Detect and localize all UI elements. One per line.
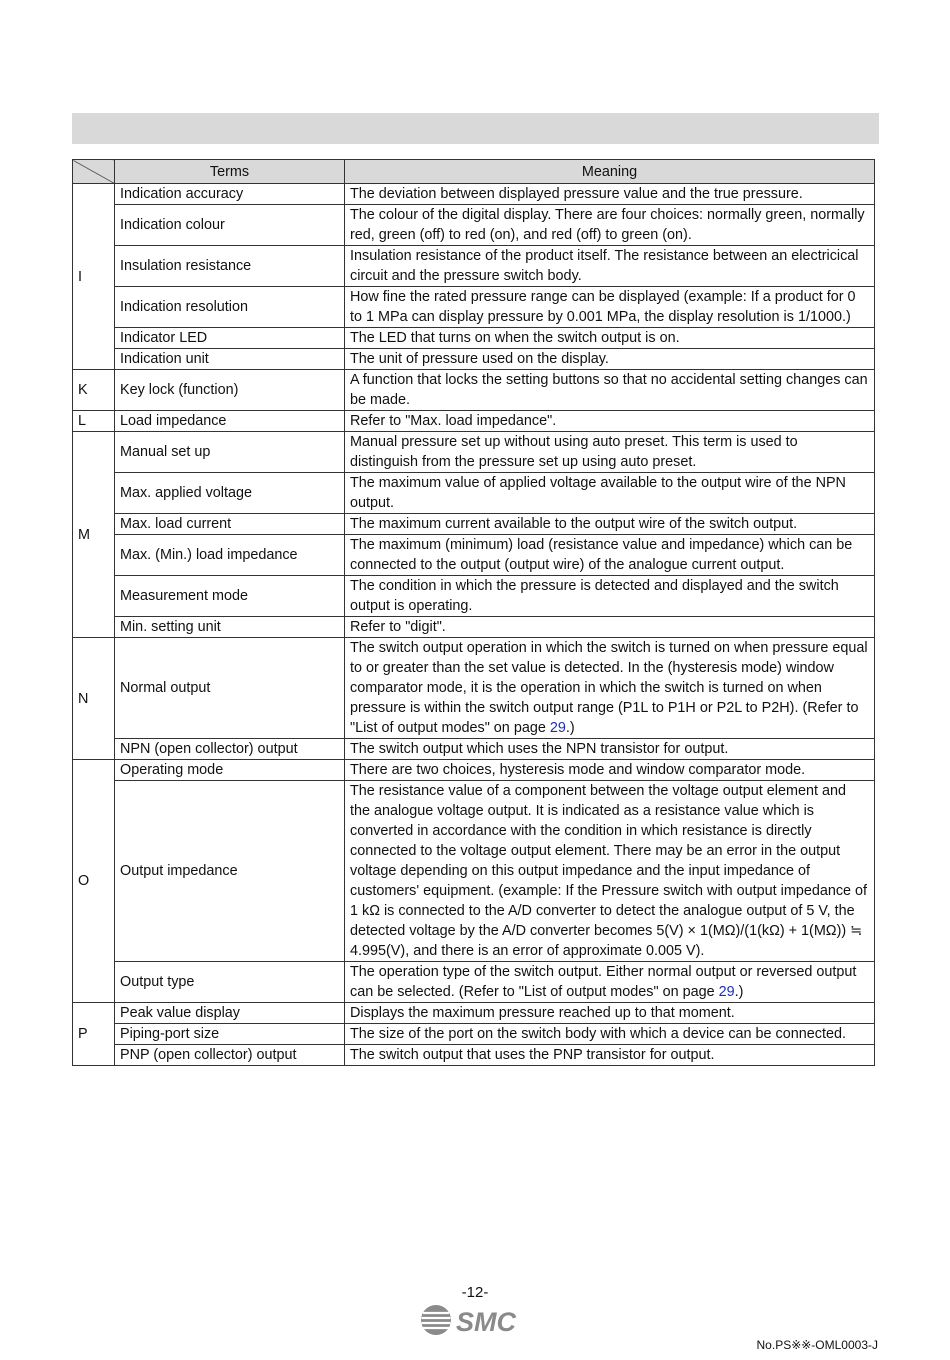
- term-cell: Peak value display: [115, 1003, 345, 1024]
- meaning-cell: Insulation resistance of the product itself. The resistance between an electricical circuit and the pressure switch body.: [345, 246, 875, 287]
- glossary-table: [72, 159, 875, 1066]
- meaning-cell: Displays the maximum pressure reached up to that moment.: [345, 1003, 875, 1024]
- meaning-cell: The switch output which uses the NPN transistor for output.: [345, 739, 875, 760]
- meaning-cell: [345, 962, 875, 1003]
- meaning-text-end: .): [734, 984, 744, 1000]
- meaning-cell: The maximum value of applied voltage available to the output wire of the NPN output.: [345, 473, 875, 514]
- meaning-cell: The condition in which the pressure is detected and displayed and the switch output is operating.: [345, 576, 875, 617]
- table-row: [73, 1024, 875, 1045]
- glossary-body: [73, 184, 875, 1066]
- page-number: -12-: [461, 1284, 489, 1301]
- meaning-cell: Refer to "digit".: [345, 617, 875, 638]
- table-row: [73, 535, 875, 576]
- meaning-cell: Refer to "Max. load impedance".: [345, 411, 875, 432]
- meaning-cell: There are two choices, hysteresis mode and window comparator mode.: [345, 760, 875, 781]
- table-row: [73, 576, 875, 617]
- table-row: [73, 617, 875, 638]
- section-banner: [72, 113, 879, 144]
- term-cell: NPN (open collector) output: [115, 739, 345, 760]
- table-row: [73, 473, 875, 514]
- section-letter: P: [73, 1003, 115, 1066]
- meaning-cell: [345, 638, 875, 739]
- term-cell: Max. applied voltage: [115, 473, 345, 514]
- term-cell: Output impedance: [115, 781, 345, 962]
- meaning-cell: How fine the rated pressure range can be displayed (example: If a product for 0 to 1 MPa can display pressure by 0.001 MPa, the display resolution is 1/1000.): [345, 287, 875, 328]
- table-row: [73, 760, 875, 781]
- term-cell: Insulation resistance: [115, 246, 345, 287]
- meaning-cell: The resistance value of a component between the voltage output element and the analogue voltage output. It is indicated as a resistance value which is converted in accordance with the condition in which resistance is directly connected to the voltage output element. There may be an error in the output voltage depending on this output impedance and the input impedance of customers' equipment. (example: If the Pressure switch with output impedance of 1 kΩ is connected to the A/D converter to detect the analogue output of 5 V, the detected voltage by the A/D converter becomes 5(V) × 1(MΩ)/(1(kΩ) + 1(MΩ)) ≒ 4.995(V), and there is an error of approximate 0.005 V).: [345, 781, 875, 962]
- term-cell: Max. (Min.) load impedance: [115, 535, 345, 576]
- table-row: [73, 246, 875, 287]
- section-letter: M: [73, 432, 115, 638]
- meaning-cell: Manual pressure set up without using auto preset. This term is used to distinguish from the pressure set up using auto preset.: [345, 432, 875, 473]
- table-row: [73, 349, 875, 370]
- table-row: [73, 739, 875, 760]
- meaning-text: The operation type of the switch output. Either normal output or reversed output can be selected. (Refer to "List of output modes" on page: [350, 964, 857, 1000]
- meaning-cell: A function that locks the setting buttons so that no accidental setting changes can be made.: [345, 370, 875, 411]
- term-cell: Normal output: [115, 638, 345, 739]
- meaning-cell: The switch output that uses the PNP transistor for output.: [345, 1045, 875, 1066]
- term-cell: Indication accuracy: [115, 184, 345, 205]
- meaning-cell: The LED that turns on when the switch output is on.: [345, 328, 875, 349]
- table-row: [73, 514, 875, 535]
- table-row: [73, 962, 875, 1003]
- term-cell: Indication unit: [115, 349, 345, 370]
- table-row: [73, 184, 875, 205]
- table-header-row: [73, 160, 875, 184]
- meaning-cell: The unit of pressure used on the display.: [345, 349, 875, 370]
- header-corner-cell: [73, 160, 115, 184]
- meaning-cell: The colour of the digital display. There are four choices: normally green, normally red, green (off) to red (on), and red (off) to green (on).: [345, 205, 875, 246]
- table-row: [73, 328, 875, 349]
- term-cell: Min. setting unit: [115, 617, 345, 638]
- table-row: [73, 432, 875, 473]
- term-cell: Piping-port size: [115, 1024, 345, 1045]
- smc-logo: [418, 1302, 530, 1338]
- section-letter: I: [73, 184, 115, 370]
- page-link[interactable]: 29: [549, 720, 566, 736]
- term-cell: Indication resolution: [115, 287, 345, 328]
- section-letter: L: [73, 411, 115, 432]
- table-row: [73, 1003, 875, 1024]
- document-number: No.PS※※-OML0003-J: [756, 1338, 878, 1352]
- section-letter: O: [73, 760, 115, 1003]
- section-letter: K: [73, 370, 115, 411]
- term-cell: Measurement mode: [115, 576, 345, 617]
- header-meaning: Meaning: [345, 160, 875, 184]
- term-cell: Operating mode: [115, 760, 345, 781]
- meaning-cell: The deviation between displayed pressure value and the true pressure.: [345, 184, 875, 205]
- term-cell: Output type: [115, 962, 345, 1003]
- meaning-cell: The maximum current available to the output wire of the switch output.: [345, 514, 875, 535]
- meaning-cell: The maximum (minimum) load (resistance value and impedance) which can be connected to the output (output wire) of the analogue current output.: [345, 535, 875, 576]
- section-letter: N: [73, 638, 115, 760]
- header-terms: Terms: [115, 160, 345, 184]
- term-cell: Max. load current: [115, 514, 345, 535]
- meaning-cell: The size of the port on the switch body with which a device can be connected.: [345, 1024, 875, 1045]
- meaning-text: The switch output operation in which the switch is turned on when pressure equal to or greater than the set value is detected. In the (hysteresis mode) window comparator mode, it is the operation in which the switch is turned on when pressure is within the switch output range (P1L to P1H or P2L to P2H). (Refer to "List of output modes" on page: [350, 640, 868, 736]
- table-row: [73, 411, 875, 432]
- table-row: [73, 287, 875, 328]
- term-cell: Indicator LED: [115, 328, 345, 349]
- term-cell: Indication colour: [115, 205, 345, 246]
- term-cell: Key lock (function): [115, 370, 345, 411]
- logo-text: SMC: [456, 1307, 516, 1337]
- table-row: [73, 205, 875, 246]
- term-cell: PNP (open collector) output: [115, 1045, 345, 1066]
- term-cell: Manual set up: [115, 432, 345, 473]
- table-row: [73, 370, 875, 411]
- meaning-text-end: .): [565, 720, 575, 736]
- page-link[interactable]: 29: [718, 984, 735, 1000]
- table-row: [73, 638, 875, 739]
- table-row: [73, 781, 875, 962]
- table-row: [73, 1045, 875, 1066]
- term-cell: Load impedance: [115, 411, 345, 432]
